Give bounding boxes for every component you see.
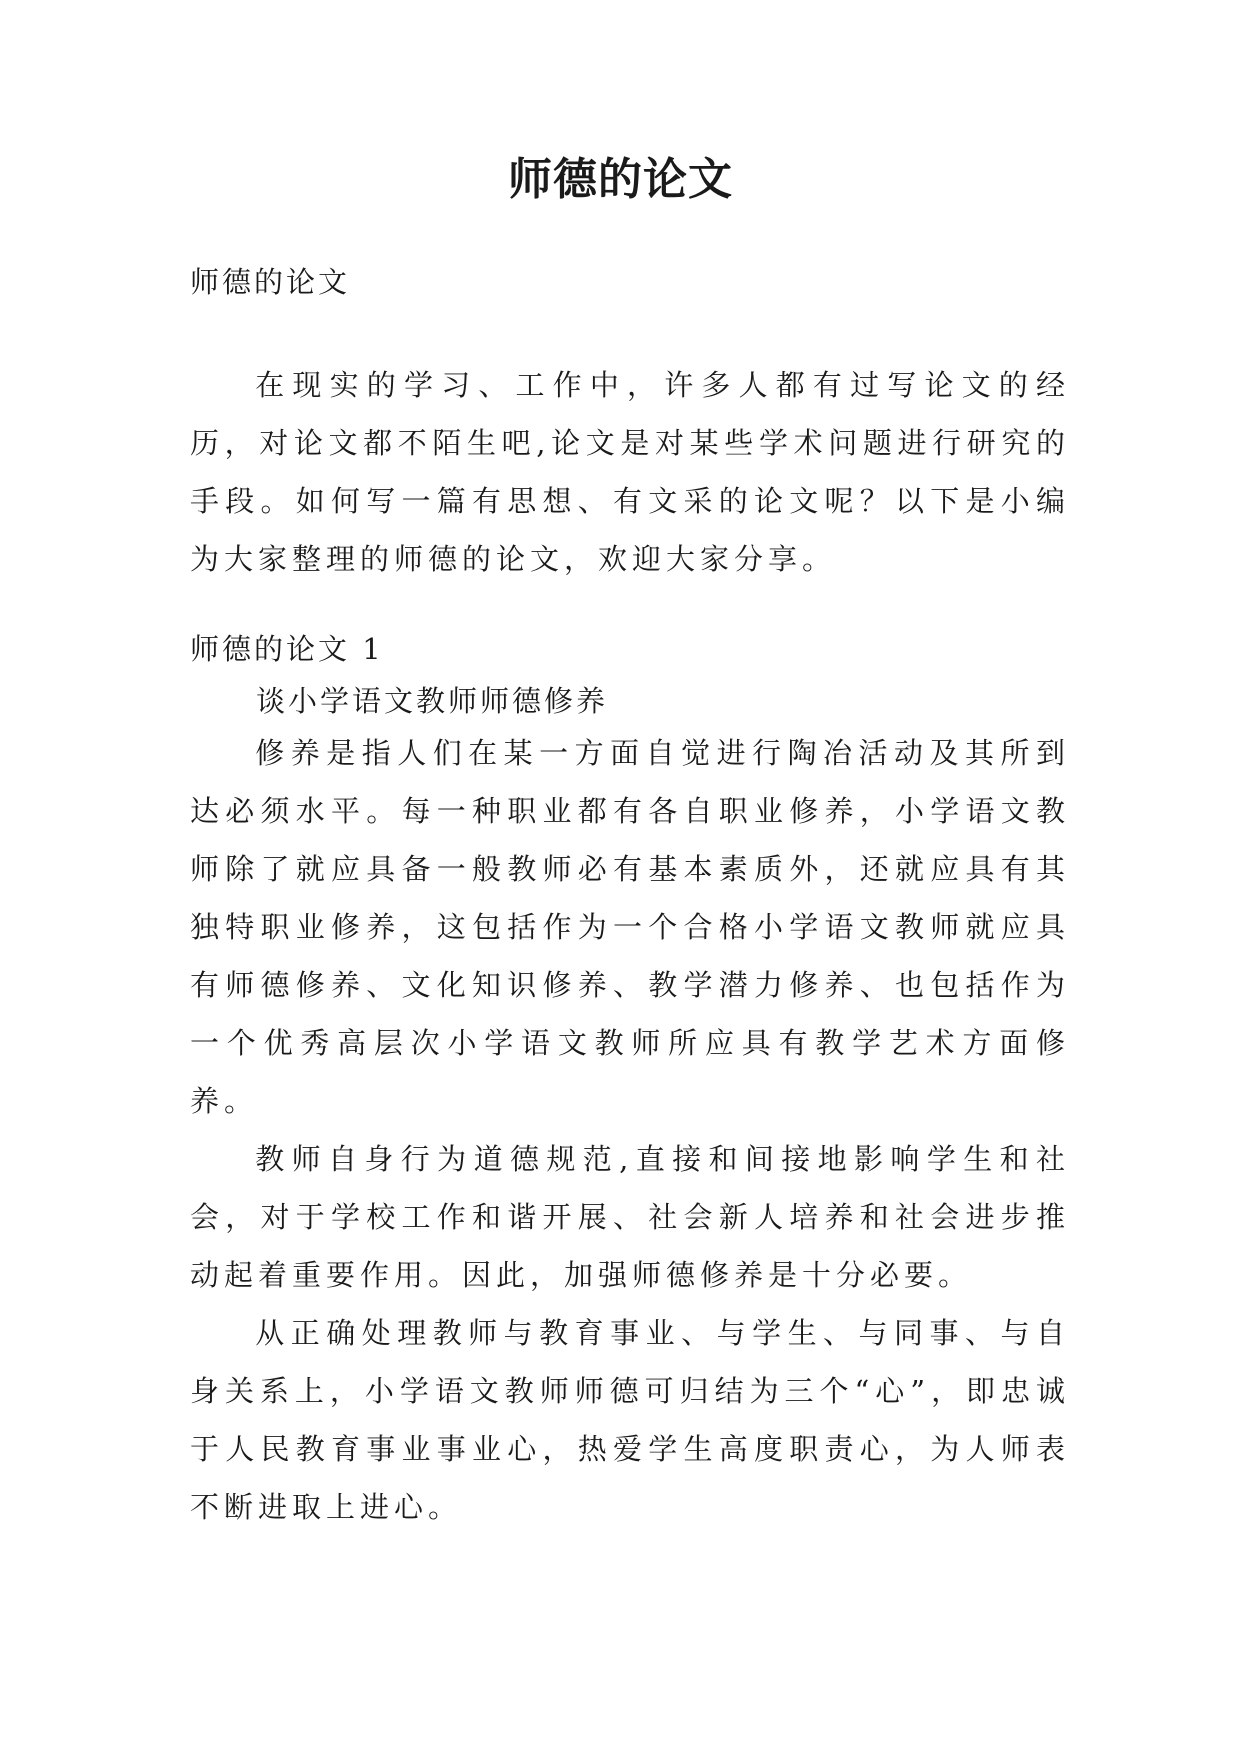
body-paragraph: 修养是指人们在某一方面自觉进行陶冶活动及其所到达必须水平。每一种职业都有各自职业修养，小学语文教师除了就应具备一般教师必有基本素质外，还就应具有其独特职业修养，这包括作为一个合格小学语文教师就应具有师德修养、文化知识修养、教学潜力修养、也包括作为一个优秀高层次小学语文教师所应具有教学艺术方面修养。 bbox=[190, 736, 1070, 1118]
document-subtitle: 师德的论文 bbox=[190, 265, 351, 299]
article-title: 谈小学语文教师师德修养 bbox=[256, 684, 609, 718]
intro-block bbox=[190, 356, 1070, 588]
body-paragraph: 教师自身行为道德规范,直接和间接地影响学生和社会，对于学校工作和谐开展、社会新人培养和社会进步推动起着重要作用。因此，加强师德修养是十分必要。 bbox=[190, 1142, 1070, 1292]
body-paragraph: 从正确处理教师与教育事业、与学生、与同事、与自身关系上，小学语文教师师德可归结为三个“心”，即忠诚于人民教育事业事业心，热爱学生高度职责心，为人师表不断进取上进心。 bbox=[190, 1316, 1070, 1524]
page-title: 师德的论文 bbox=[508, 154, 733, 205]
article-body bbox=[190, 724, 1070, 1536]
section-heading: 师德的论文 1 bbox=[190, 632, 384, 666]
intro-paragraph: 在现实的学习、工作中，许多人都有过写论文的经历，对论文都不陌生吧,论文是对某些学术问题进行研究的手段。如何写一篇有思想、有文采的论文呢？以下是小编为大家整理的师德的论文，欢迎大家分享。 bbox=[190, 368, 1070, 576]
